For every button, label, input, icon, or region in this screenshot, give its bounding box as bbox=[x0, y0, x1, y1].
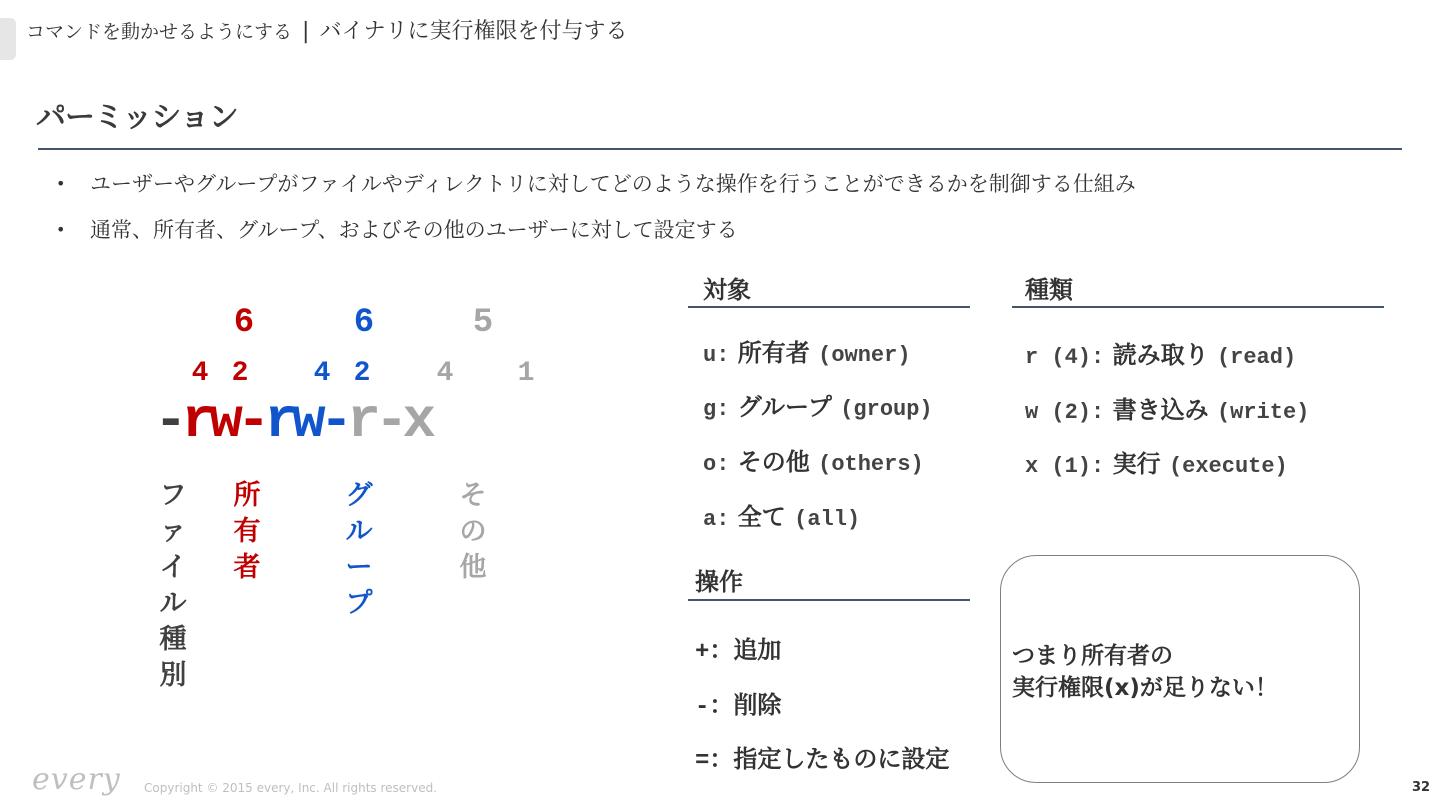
operation-row-remove: -：削除 bbox=[695, 691, 782, 721]
kind-row-write: w (2): 書き込み (write) bbox=[1025, 396, 1310, 425]
breadcrumb-separator: | bbox=[302, 19, 310, 44]
kinds-divider bbox=[1012, 306, 1384, 308]
target-row-group: g: グループ (group) bbox=[703, 393, 933, 422]
file-type-label: ファイル種別 bbox=[159, 480, 187, 691]
perm-char-owner-write: w bbox=[209, 389, 237, 453]
target-row-owner: u: 所有者 (owner) bbox=[703, 339, 911, 368]
perm-char-others-write: - bbox=[374, 389, 403, 453]
others-exec-bit: 1 bbox=[517, 358, 535, 389]
group-label: グループ bbox=[345, 480, 373, 619]
owner-label: 所有者 bbox=[233, 480, 261, 583]
bullet-item bbox=[56, 214, 738, 244]
others-label: その他 bbox=[459, 480, 487, 583]
perm-char-owner-exec: - bbox=[236, 389, 265, 453]
owner-total-digit: 6 bbox=[233, 304, 255, 342]
title-divider bbox=[38, 148, 1402, 150]
targets-heading: 対象 bbox=[703, 276, 751, 304]
callout-line: 実行権限(x)が足りない！ bbox=[1012, 675, 1278, 701]
owner-write-bit: 2 bbox=[231, 358, 249, 389]
section-tab-marker bbox=[0, 18, 16, 60]
bullet-icon: • bbox=[56, 174, 66, 193]
targets-divider bbox=[688, 306, 970, 308]
bullet-text: 通常、所有者、グループ、およびその他のユーザーに対して設定する bbox=[90, 218, 738, 242]
perm-char-owner-read: r bbox=[181, 389, 210, 453]
owner-read-bit: 4 bbox=[191, 358, 209, 389]
group-read-bit: 4 bbox=[313, 358, 331, 389]
breadcrumb-section: コマンドを動かせるようにする bbox=[26, 21, 293, 43]
bullet-item bbox=[56, 168, 1136, 198]
perm-char-others-exec: x bbox=[402, 389, 431, 453]
bullet-icon: • bbox=[56, 220, 66, 239]
target-row-others: o: その他 (others) bbox=[703, 448, 924, 477]
kind-row-read: r (4): 読み取り (read) bbox=[1025, 341, 1297, 370]
breadcrumb bbox=[26, 14, 627, 45]
page-number: 32 bbox=[1412, 780, 1431, 795]
callout-line: つまり所有者の bbox=[1012, 643, 1173, 669]
every-logo: every bbox=[32, 762, 121, 797]
kinds-heading: 種類 bbox=[1025, 276, 1073, 304]
operation-row-set: =：指定したものに設定 bbox=[695, 745, 950, 775]
breadcrumb-topic: バイナリに実行権限を付与する bbox=[319, 19, 628, 44]
permission-string bbox=[154, 390, 430, 452]
others-total-digit: 5 bbox=[472, 304, 494, 342]
kind-row-execute: x (1): 実行 (execute) bbox=[1025, 450, 1288, 479]
perm-char-group-exec: - bbox=[319, 389, 348, 453]
perm-char-group-read: r bbox=[264, 389, 293, 453]
operations-divider bbox=[688, 599, 970, 601]
bullet-text: ユーザーやグループがファイルやディレクトリに対してどのような操作を行うことができるかを制御する仕組み bbox=[90, 172, 1136, 196]
others-read-bit: 4 bbox=[436, 358, 454, 389]
callout-text bbox=[1012, 640, 1278, 704]
target-row-all: a: 全て (all) bbox=[703, 503, 861, 532]
perm-char-others-read: r bbox=[347, 389, 375, 453]
group-total-digit: 6 bbox=[353, 304, 375, 342]
page-title: パーミッション bbox=[36, 100, 238, 135]
operations-heading: 操作 bbox=[695, 568, 743, 596]
operation-row-add: +：追加 bbox=[695, 636, 782, 666]
group-write-bit: 2 bbox=[353, 358, 371, 389]
perm-char-file-type: - bbox=[154, 389, 182, 453]
perm-char-group-write: w bbox=[292, 389, 320, 453]
copyright-text: Copyright © 2015 every, Inc. All rights reserved. bbox=[144, 781, 438, 795]
